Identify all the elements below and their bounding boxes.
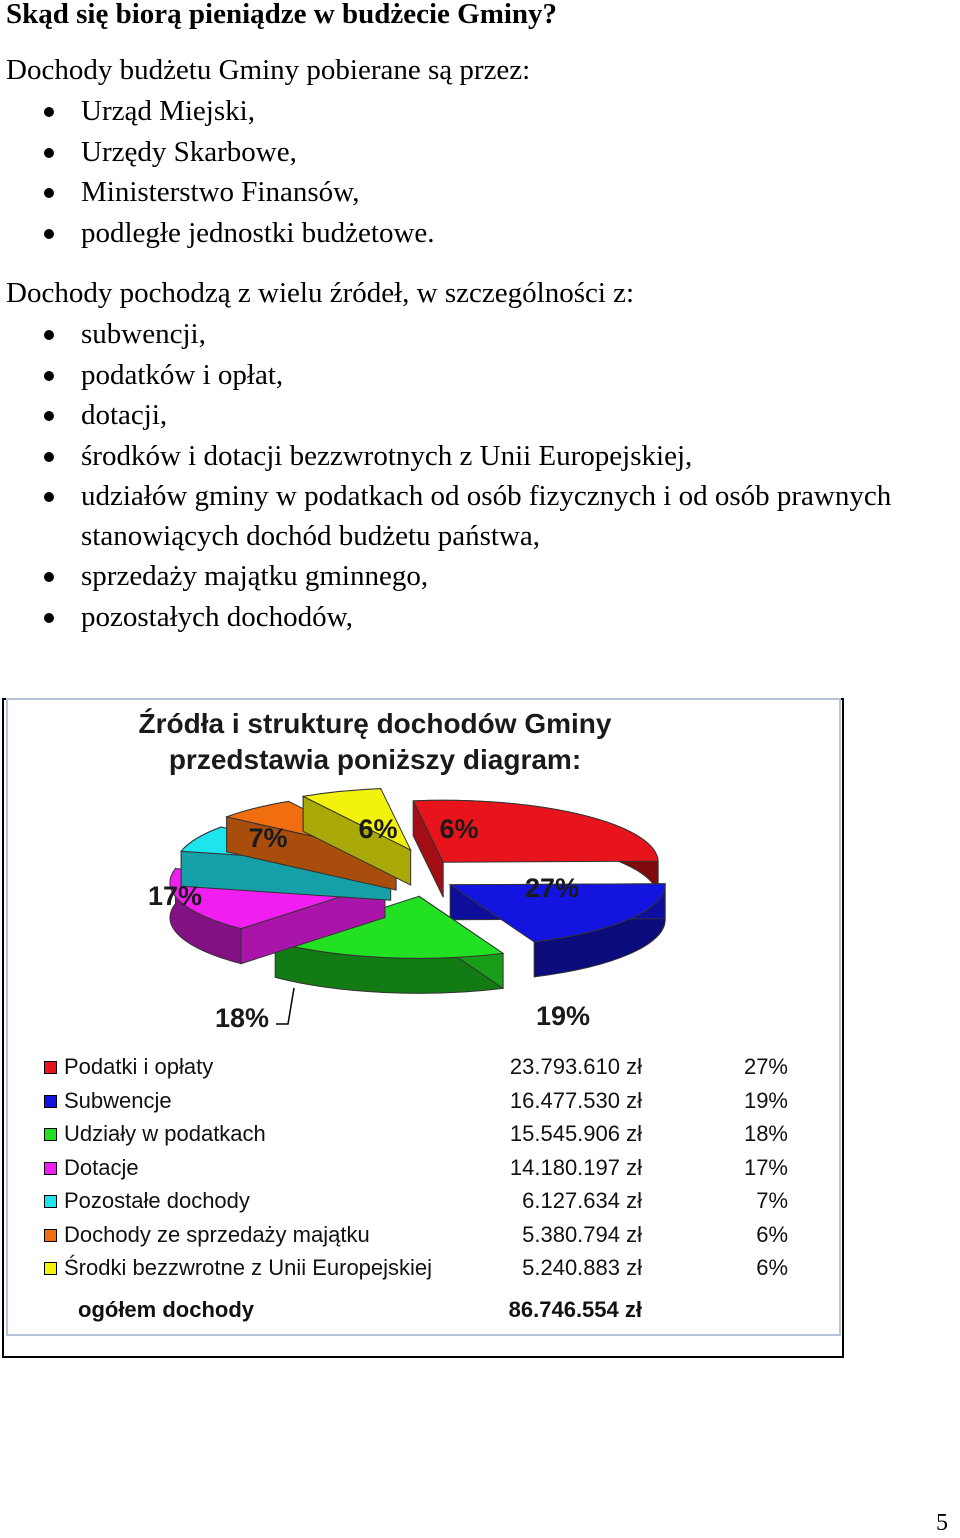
leader-line-18 <box>276 988 294 1024</box>
list-item: udziałów gminy w podatkach od osób fizycznych i od osób prawnych stanowiących dochód budżetu państwa, <box>0 476 900 556</box>
legend-table <box>44 1052 804 1327</box>
legend-row <box>44 1052 804 1086</box>
pie-chart <box>0 780 846 1040</box>
list-item: Urząd Miejski, <box>0 91 435 132</box>
legend-name: Dotacje <box>64 1154 139 1180</box>
pie-slice-label: 7% <box>248 823 288 853</box>
legend-swatch <box>44 1195 57 1208</box>
list-item: Ministerstwo Finansów, <box>0 172 435 213</box>
list-item: dotacji, <box>0 395 900 436</box>
list-item: Urzędy Skarbowe, <box>0 132 435 173</box>
collectors-list <box>0 91 435 253</box>
legend-percent: 17% <box>743 1154 788 1180</box>
legend-swatch <box>44 1262 57 1275</box>
legend-row <box>44 1153 804 1187</box>
legend-percent: 7% <box>756 1188 788 1213</box>
legend-amount: 6.127.634 zł <box>522 1188 642 1213</box>
pie-slice-label: 19% <box>535 1001 591 1031</box>
legend-percent: 6% <box>756 1221 788 1247</box>
legend-swatch <box>44 1162 57 1175</box>
chart-title-line1: Źródła i strukturę dochodów Gminy <box>138 708 612 739</box>
intro-collectors: Dochody budżetu Gminy pobierane są przez: <box>6 54 531 86</box>
legend-amount: 5.380.794 zł <box>522 1221 642 1247</box>
legend-swatch <box>44 1061 57 1074</box>
legend-name: Pozostałe dochody <box>64 1188 250 1213</box>
legend-percent: 27% <box>743 1054 788 1079</box>
list-item: subwencji, <box>0 314 900 355</box>
list-item: podległe jednostki budżetowe. <box>0 213 435 254</box>
legend-name: Subwencje <box>64 1087 172 1113</box>
pie-slice-label: 18% <box>214 1003 270 1033</box>
pie-slice-label: 6% <box>358 814 398 844</box>
sources-list <box>0 314 900 637</box>
total-label: ogółem dochody <box>78 1296 254 1322</box>
legend-amount: 15.545.906 zł <box>509 1121 642 1146</box>
total-row <box>44 1287 804 1327</box>
list-item: sprzedaży majątku gminnego, <box>0 556 900 597</box>
legend-percent: 18% <box>743 1121 788 1146</box>
list-item: środków i dotacji bezzwrotnych z Unii Europejskiej, <box>0 436 900 477</box>
total-amount: 86.746.554 zł <box>508 1296 642 1322</box>
pie-slice-label: 17% <box>147 881 203 911</box>
intro-sources: Dochody pochodzą z wielu źródeł, w szczególności z: <box>6 277 635 309</box>
legend-swatch <box>44 1095 57 1108</box>
legend-row <box>44 1119 804 1153</box>
pie-slice-label: 6% <box>439 814 479 844</box>
legend-percent: 19% <box>743 1087 788 1113</box>
legend-amount: 5.240.883 zł <box>522 1255 642 1280</box>
legend-name: Udziały w podatkach <box>64 1121 266 1146</box>
chart-title-line2: przedstawia poniższy diagram: <box>168 744 582 775</box>
legend-row <box>44 1253 804 1287</box>
legend-swatch <box>44 1128 57 1141</box>
legend-amount: 16.477.530 zł <box>509 1087 642 1113</box>
legend-amount: 23.793.610 zł <box>509 1054 642 1079</box>
list-item: pozostałych dochodów, <box>0 597 900 638</box>
page-number: 5 <box>936 1510 948 1536</box>
legend-name: Podatki i opłaty <box>64 1054 214 1079</box>
legend-row <box>44 1186 804 1220</box>
legend-row <box>44 1220 804 1254</box>
legend-name: Środki bezzwrotne z Unii Europejskiej <box>64 1255 433 1280</box>
legend-percent: 6% <box>756 1255 788 1280</box>
page-heading: Skąd się biorą pieniądze w budżecie Gminy? <box>6 0 558 30</box>
pie-slice-label: 27% <box>524 873 580 903</box>
list-item: podatków i opłat, <box>0 355 900 396</box>
legend-name: Dochody ze sprzedaży majątku <box>64 1221 370 1247</box>
legend-row <box>44 1086 804 1120</box>
legend-amount: 14.180.197 zł <box>509 1154 642 1180</box>
legend-swatch <box>44 1229 57 1242</box>
